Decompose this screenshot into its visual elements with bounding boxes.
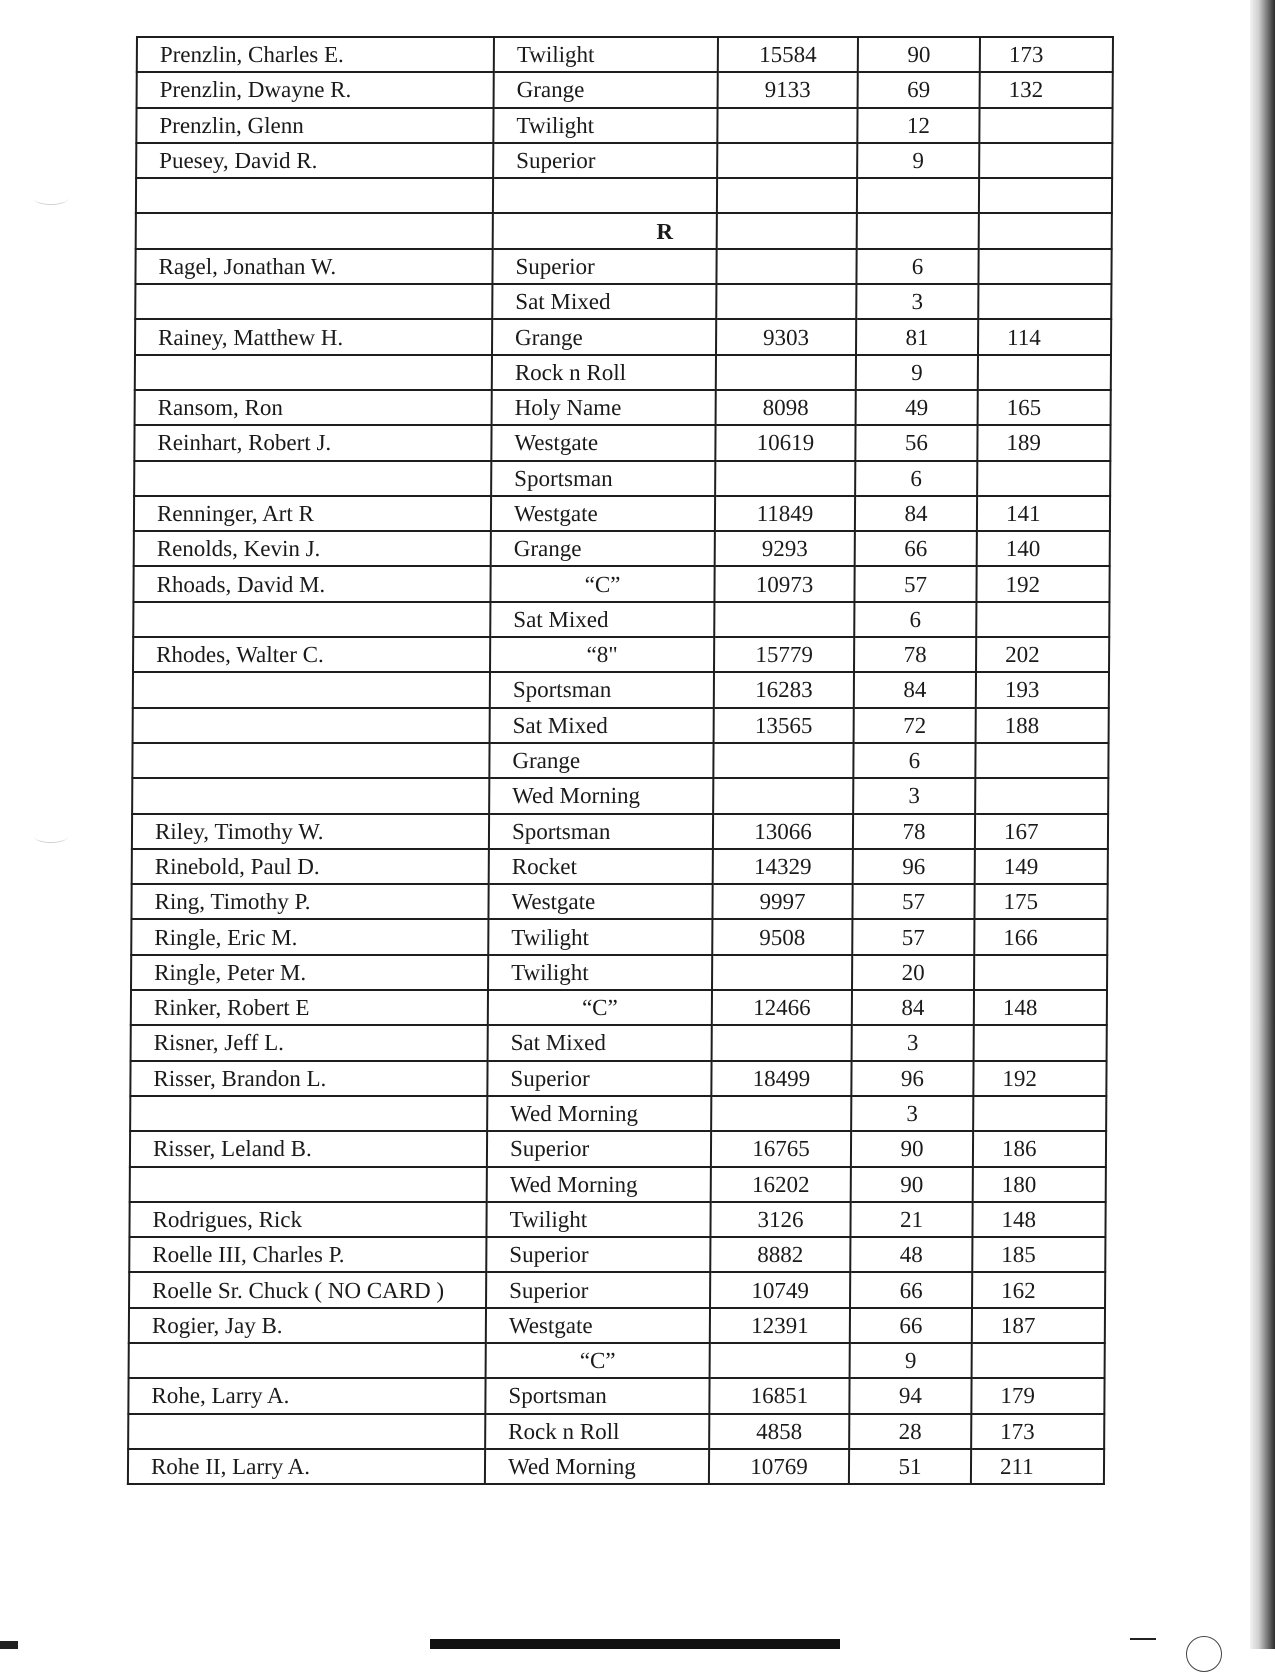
table-row <box>129 1237 1105 1272</box>
league-cell: Superior <box>486 1237 710 1272</box>
table-row <box>132 849 1108 884</box>
average-cell: 193 <box>976 672 1109 707</box>
average-cell <box>976 602 1109 637</box>
scan-artifact <box>430 1639 840 1649</box>
total-pins-cell: 3126 <box>710 1202 850 1237</box>
league-cell: Sat Mixed <box>488 1025 712 1060</box>
table-row <box>135 249 1111 284</box>
bowler-name-cell <box>132 743 489 778</box>
average-cell <box>975 778 1108 813</box>
total-pins-cell: 10619 <box>715 425 855 460</box>
table-row <box>134 496 1110 531</box>
table-row <box>129 1343 1105 1378</box>
average-cell: 192 <box>976 566 1109 601</box>
average-cell <box>975 743 1108 778</box>
games-cell: 78 <box>854 637 976 672</box>
bowler-name-cell: Rogier, Jay B. <box>129 1308 486 1343</box>
bowler-name-cell: Risser, Leland B. <box>130 1131 487 1166</box>
games-cell: 94 <box>849 1378 971 1413</box>
average-cell <box>977 461 1110 496</box>
bowler-name-cell <box>130 1167 487 1202</box>
bowler-name-cell: Rohe, Larry A. <box>128 1378 485 1413</box>
bowler-name-cell <box>135 284 492 319</box>
table-row <box>133 637 1109 672</box>
bowler-name-cell: Prenzlin, Charles E. <box>137 37 494 72</box>
total-pins-cell: 13565 <box>714 708 854 743</box>
total-pins-cell: 16202 <box>711 1167 851 1202</box>
table-row <box>131 955 1107 990</box>
bowler-name-cell: Puesey, David R. <box>136 143 493 178</box>
scan-artifact <box>1186 1636 1222 1672</box>
average-cell: 185 <box>972 1237 1105 1272</box>
games-cell: 96 <box>853 849 975 884</box>
league-cell: Twilight <box>488 919 712 954</box>
total-pins-cell <box>717 143 857 178</box>
average-cell: 175 <box>974 884 1107 919</box>
section-header-row <box>136 213 1112 248</box>
bowler-name-cell <box>128 1414 485 1449</box>
bowler-name-cell: Riley, Timothy W. <box>132 814 489 849</box>
table-row <box>132 814 1108 849</box>
average-cell: 148 <box>974 990 1107 1025</box>
league-cell: Westgate <box>491 425 715 460</box>
average-cell: 132 <box>980 72 1113 107</box>
total-pins-cell: 8098 <box>716 390 856 425</box>
league-cell: Superior <box>487 1131 711 1166</box>
bowler-name-cell: Ringle, Eric M. <box>131 919 488 954</box>
table-row <box>137 37 1113 72</box>
games-cell: 90 <box>851 1167 973 1202</box>
games-cell: 3 <box>853 778 975 813</box>
league-cell: Sat Mixed <box>490 708 714 743</box>
games-cell: 9 <box>857 143 979 178</box>
league-cell: Twilight <box>488 955 712 990</box>
total-pins-cell: 14329 <box>713 849 853 884</box>
total-pins-cell <box>717 178 857 213</box>
total-pins-cell: 9133 <box>718 72 858 107</box>
games-cell: 6 <box>856 249 978 284</box>
league-cell: Wed Morning <box>485 1449 709 1484</box>
table-row <box>133 672 1109 707</box>
average-cell <box>979 108 1112 143</box>
league-cell: Rocket <box>489 849 713 884</box>
total-pins-cell: 15584 <box>718 37 858 72</box>
total-pins-cell <box>716 355 856 390</box>
games-cell: 66 <box>850 1308 972 1343</box>
total-pins-cell: 15779 <box>714 637 854 672</box>
league-cell: “C” <box>486 1343 710 1378</box>
total-pins-cell: 16851 <box>709 1378 849 1413</box>
bowler-name-cell <box>136 213 493 248</box>
average-cell: 187 <box>972 1308 1105 1343</box>
bowler-name-cell <box>132 778 489 813</box>
bowler-name-cell: Rhoads, David M. <box>133 566 490 601</box>
games-cell: 57 <box>852 884 974 919</box>
games-cell: 78 <box>853 814 975 849</box>
table-row <box>134 531 1110 566</box>
bowler-name-cell: Reinhart, Robert J. <box>134 425 491 460</box>
league-cell <box>493 178 717 213</box>
table-row <box>130 1096 1106 1131</box>
bowler-name-cell <box>133 708 490 743</box>
total-pins-cell <box>710 1343 850 1378</box>
league-cell: Sportsman <box>489 814 713 849</box>
bowler-name-cell: Rinebold, Paul D. <box>132 849 489 884</box>
bowler-name-cell: Risner, Jeff L. <box>131 1025 488 1060</box>
league-cell: Wed Morning <box>489 778 713 813</box>
total-pins-cell: 10749 <box>710 1272 850 1307</box>
table-row <box>129 1202 1105 1237</box>
games-cell: 3 <box>856 284 978 319</box>
bowler-name-cell: Rhodes, Walter C. <box>133 637 490 672</box>
average-cell <box>979 143 1112 178</box>
league-cell: Sat Mixed <box>490 602 714 637</box>
table-row <box>130 1061 1106 1096</box>
league-cell: Grange <box>489 743 713 778</box>
table-row <box>133 602 1109 637</box>
average-cell: 141 <box>977 496 1110 531</box>
league-cell: “C” <box>488 990 712 1025</box>
table-row <box>135 319 1111 354</box>
games-cell: 72 <box>854 708 976 743</box>
league-cell: Superior <box>487 1061 711 1096</box>
total-pins-cell: 9508 <box>712 919 852 954</box>
games-cell: 28 <box>849 1414 971 1449</box>
games-cell: 6 <box>854 602 976 637</box>
league-cell: Grange <box>492 319 716 354</box>
average-cell: 162 <box>972 1272 1105 1307</box>
average-cell: 148 <box>972 1202 1105 1237</box>
bowler-name-cell <box>136 178 493 213</box>
bowler-name-cell: Rohe II, Larry A. <box>128 1449 485 1484</box>
bowler-name-cell: Rinker, Robert E <box>131 990 488 1025</box>
games-cell: 6 <box>853 743 975 778</box>
average-cell: 173 <box>980 37 1113 72</box>
total-pins-cell <box>713 743 853 778</box>
average-cell: 166 <box>974 919 1107 954</box>
average-cell: 192 <box>973 1061 1106 1096</box>
table-row <box>135 355 1111 390</box>
table-row <box>134 461 1110 496</box>
league-cell: Westgate <box>488 884 712 919</box>
total-pins-cell: 10769 <box>709 1449 849 1484</box>
table-row <box>136 108 1112 143</box>
total-pins-cell: 18499 <box>711 1061 851 1096</box>
bowler-name-cell: Rainey, Matthew H. <box>135 319 492 354</box>
games-cell: 57 <box>854 566 976 601</box>
games-cell: 84 <box>855 496 977 531</box>
games-cell: 57 <box>852 919 974 954</box>
league-cell: Westgate <box>486 1308 710 1343</box>
bowler-name-cell: Risser, Brandon L. <box>130 1061 487 1096</box>
total-pins-cell: 9303 <box>716 319 856 354</box>
bowler-name-cell: Renolds, Kevin J. <box>134 531 491 566</box>
games-cell: 90 <box>851 1131 973 1166</box>
average-cell <box>978 249 1111 284</box>
average-cell: 173 <box>971 1414 1104 1449</box>
average-cell <box>974 955 1107 990</box>
table-row <box>128 1414 1104 1449</box>
games-cell: 51 <box>849 1449 971 1484</box>
games-cell: 84 <box>852 990 974 1025</box>
average-cell <box>972 1343 1105 1378</box>
bowler-name-cell: Prenzlin, Glenn <box>136 108 493 143</box>
average-cell <box>979 213 1112 248</box>
bowler-name-cell <box>133 672 490 707</box>
league-cell: Sat Mixed <box>492 284 716 319</box>
scan-artifact <box>0 1641 18 1649</box>
total-pins-cell: 16765 <box>711 1131 851 1166</box>
total-pins-cell <box>717 108 857 143</box>
total-pins-cell: 8882 <box>710 1237 850 1272</box>
table-row <box>137 72 1113 107</box>
league-cell: “C” <box>490 566 714 601</box>
games-cell <box>857 178 979 213</box>
bowler-name-cell: Ring, Timothy P. <box>131 884 488 919</box>
average-cell: 180 <box>973 1167 1106 1202</box>
league-cell: Twilight <box>494 37 718 72</box>
bowler-name-cell: Ragel, Jonathan W. <box>135 249 492 284</box>
games-cell: 69 <box>858 72 980 107</box>
total-pins-cell <box>715 461 855 496</box>
average-cell: 179 <box>971 1378 1104 1413</box>
league-cell: Grange <box>491 531 715 566</box>
total-pins-cell: 12391 <box>710 1308 850 1343</box>
bowler-name-cell: Roelle III, Charles P. <box>129 1237 486 1272</box>
games-cell: 49 <box>856 390 978 425</box>
bowler-name-cell: Prenzlin, Dwayne R. <box>137 72 494 107</box>
punch-hole-mark <box>34 192 68 205</box>
league-cell: Wed Morning <box>487 1096 711 1131</box>
bowler-name-cell: Rodrigues, Rick <box>129 1202 486 1237</box>
table-row <box>135 284 1111 319</box>
average-cell: 186 <box>973 1131 1106 1166</box>
section-letter: R <box>493 213 717 248</box>
table-row <box>131 919 1107 954</box>
scan-edge-shadow <box>1250 0 1275 1649</box>
league-cell: Superior <box>486 1272 710 1307</box>
league-cell: Superior <box>492 249 716 284</box>
games-cell: 90 <box>858 37 980 72</box>
bowler-name-cell <box>133 602 490 637</box>
games-cell <box>857 213 979 248</box>
games-cell: 96 <box>851 1061 973 1096</box>
games-cell: 48 <box>850 1237 972 1272</box>
bowler-name-cell <box>129 1343 486 1378</box>
bowler-name-cell <box>134 461 491 496</box>
table-row <box>130 1167 1106 1202</box>
games-cell: 3 <box>852 1025 974 1060</box>
table-row <box>128 1449 1104 1484</box>
average-cell <box>978 355 1111 390</box>
games-cell: 66 <box>850 1272 972 1307</box>
table-row <box>130 1131 1106 1166</box>
table-row <box>131 884 1107 919</box>
league-cell: Sportsman <box>490 672 714 707</box>
games-cell: 20 <box>852 955 974 990</box>
league-cell: Rock n Roll <box>485 1414 709 1449</box>
average-cell: 140 <box>977 531 1110 566</box>
average-cell: 167 <box>975 814 1108 849</box>
total-pins-cell: 9997 <box>712 884 852 919</box>
roster-body <box>128 37 1113 1484</box>
games-cell: 3 <box>851 1096 973 1131</box>
table-row <box>134 425 1110 460</box>
total-pins-cell: 12466 <box>712 990 852 1025</box>
league-cell: Superior <box>493 143 717 178</box>
table-row <box>133 566 1109 601</box>
games-cell: 84 <box>854 672 976 707</box>
average-cell: 211 <box>971 1449 1104 1484</box>
games-cell: 9 <box>850 1343 972 1378</box>
bowler-name-cell: Renninger, Art R <box>134 496 491 531</box>
total-pins-cell <box>711 1096 851 1131</box>
total-pins-cell <box>712 1025 852 1060</box>
table-row <box>128 1378 1104 1413</box>
table-row <box>131 1025 1107 1060</box>
table-row <box>135 390 1111 425</box>
total-pins-cell <box>713 778 853 813</box>
games-cell: 81 <box>856 319 978 354</box>
total-pins-cell: 9293 <box>715 531 855 566</box>
bowler-name-cell <box>135 355 492 390</box>
games-cell: 12 <box>857 108 979 143</box>
league-cell: Westgate <box>491 496 715 531</box>
games-cell: 66 <box>855 531 977 566</box>
average-cell: 188 <box>976 708 1109 743</box>
average-cell <box>979 178 1112 213</box>
games-cell: 21 <box>850 1202 972 1237</box>
league-cell: Wed Morning <box>487 1167 711 1202</box>
table-row <box>129 1272 1105 1307</box>
table-row <box>133 708 1109 743</box>
punch-hole-mark <box>34 830 68 843</box>
bowler-name-cell: Ransom, Ron <box>135 390 492 425</box>
total-pins-cell: 11849 <box>715 496 855 531</box>
games-cell: 9 <box>856 355 978 390</box>
league-cell: Grange <box>494 72 718 107</box>
league-cell: “8" <box>490 637 714 672</box>
average-cell: 189 <box>977 425 1110 460</box>
table-row <box>132 778 1108 813</box>
average-cell: 165 <box>978 390 1111 425</box>
league-cell: Sportsman <box>491 461 715 496</box>
league-cell: Twilight <box>486 1202 710 1237</box>
table-row <box>129 1308 1105 1343</box>
table-row <box>136 143 1112 178</box>
league-cell: Holy Name <box>492 390 716 425</box>
average-cell: 202 <box>976 637 1109 672</box>
total-pins-cell: 13066 <box>713 814 853 849</box>
total-pins-cell: 16283 <box>714 672 854 707</box>
games-cell: 6 <box>855 461 977 496</box>
total-pins-cell <box>717 213 857 248</box>
average-cell: 149 <box>975 849 1108 884</box>
average-cell <box>973 1096 1106 1131</box>
total-pins-cell <box>714 602 854 637</box>
blank-row <box>136 178 1112 213</box>
total-pins-cell <box>716 249 856 284</box>
bowler-roster-table <box>127 36 1114 1485</box>
average-cell: 114 <box>978 319 1111 354</box>
total-pins-cell <box>716 284 856 319</box>
table-row <box>132 743 1108 778</box>
bowler-name-cell: Ringle, Peter M. <box>131 955 488 990</box>
scan-artifact <box>1130 1638 1156 1640</box>
average-cell <box>978 284 1111 319</box>
total-pins-cell: 4858 <box>709 1414 849 1449</box>
league-cell: Sportsman <box>485 1378 709 1413</box>
table-row <box>131 990 1107 1025</box>
total-pins-cell: 10973 <box>714 566 854 601</box>
league-cell: Twilight <box>493 108 717 143</box>
bowler-name-cell: Roelle Sr. Chuck ( NO CARD ) <box>129 1272 486 1307</box>
bowler-name-cell <box>130 1096 487 1131</box>
league-cell: Rock n Roll <box>492 355 716 390</box>
average-cell <box>974 1025 1107 1060</box>
games-cell: 56 <box>855 425 977 460</box>
total-pins-cell <box>712 955 852 990</box>
